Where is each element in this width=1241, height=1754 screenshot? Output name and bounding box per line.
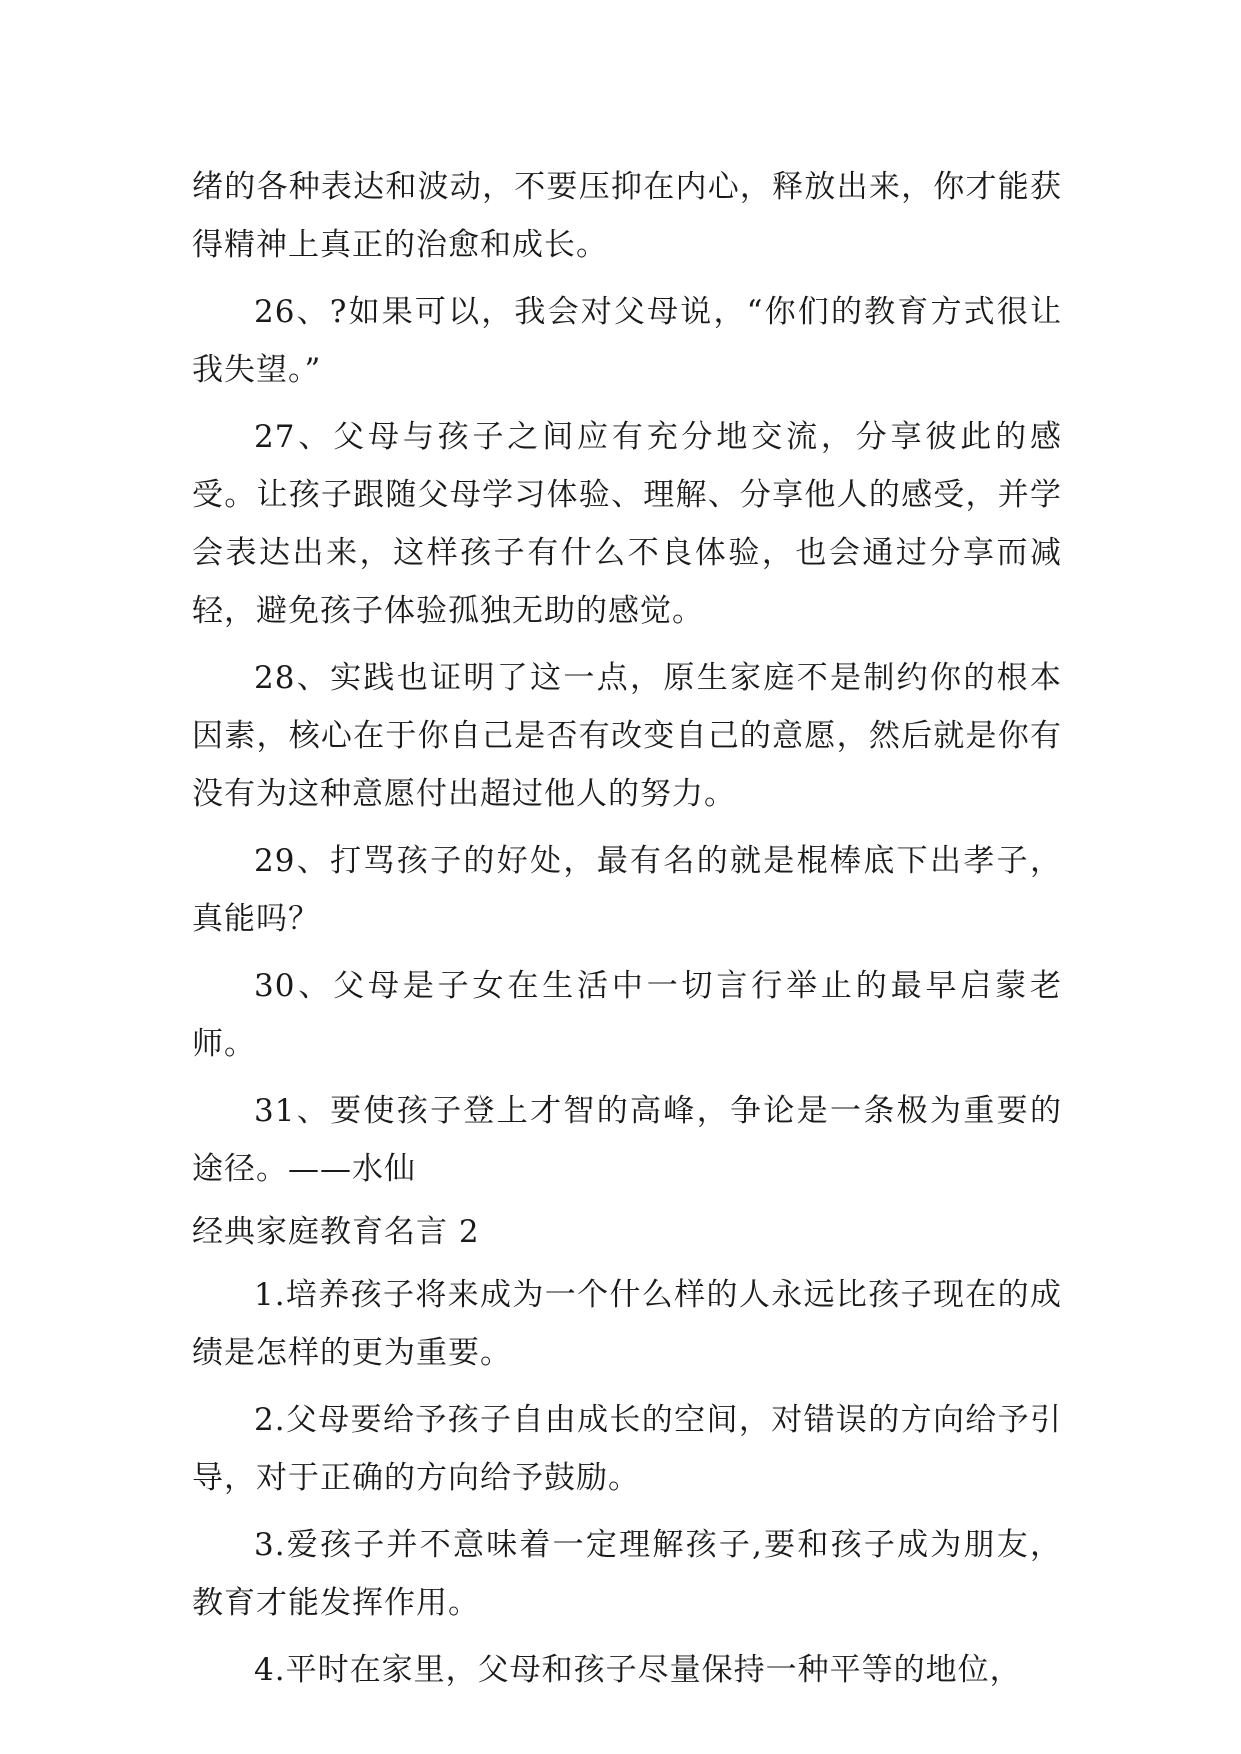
document-body	[192, 158, 1062, 1708]
paragraph: 27、父母与孩子之间应有充分地交流，分享彼此的感受。让孩子跟随父母学习体验、理解、分享他人的感受，并学会表达出来，这样孩子有什么不良体验，也会通过分享而减轻，避免孩子体验孤独无助的感觉。	[192, 419, 1062, 629]
paragraph: 绪的各种表达和波动，不要压抑在内心，释放出来，你才能获得精神上真正的治愈和成长。	[192, 169, 1062, 263]
paragraph: 2.父母要给予孩子自由成长的空间，对错误的方向给予引导，对于正确的方向给予鼓励。	[192, 1402, 1062, 1496]
paragraph: 28、实践也证明了这一点，原生家庭不是制约你的根本因素，核心在于你自己是否有改变自己的意愿，然后就是你有没有为这种意愿付出超过他人的努力。	[192, 660, 1062, 812]
paragraph: 29、打骂孩子的好处，最有名的就是棍棒底下出孝子，真能吗？	[192, 843, 1062, 937]
paragraph: 3.爱孩子并不意味着一定理解孩子,要和孩子成为朋友，教育才能发挥作用。	[192, 1527, 1062, 1621]
paragraph: 4.平时在家里，父母和孩子尽量保持一种平等的地位，	[254, 1652, 1022, 1688]
paragraph: 26、?如果可以，我会对父母说，“你们的教育方式很让我失望。”	[192, 294, 1062, 388]
paragraph: 30、父母是子女在生活中一切言行举止的最早启蒙老师。	[192, 968, 1062, 1062]
paragraph: 31、要使孩子登上才智的高峰，争论是一条极为重要的途径。——水仙	[192, 1093, 1062, 1187]
paragraph: 1.培养孩子将来成为一个什么样的人永远比孩子现在的成绩是怎样的更为重要。	[192, 1277, 1062, 1371]
section-heading: 经典家庭教育名言 2	[192, 1214, 480, 1250]
